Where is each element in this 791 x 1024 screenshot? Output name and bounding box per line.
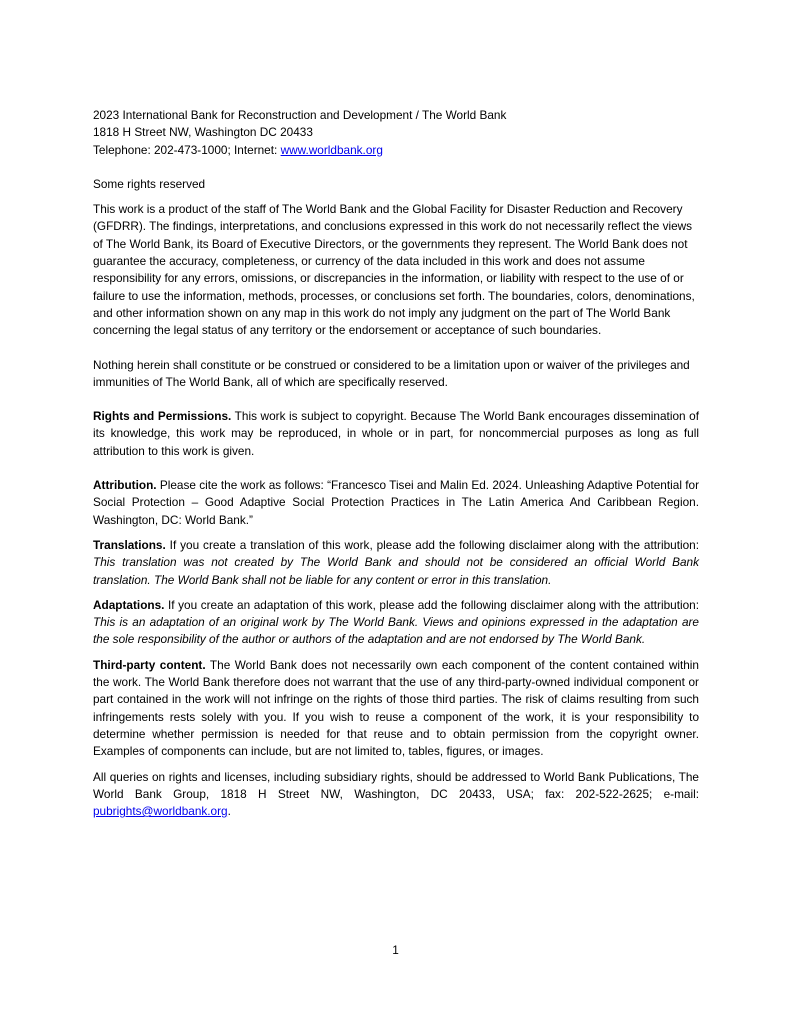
header-line-3 [93,142,699,159]
rights-reserved: Some rights reserved [93,176,206,191]
translations-heading: Translations. [93,537,166,552]
adaptations-paragraph [93,597,699,649]
queries-text: All queries on rights and licenses, including subsidiary rights, should be addressed to World Bank Publications, The World Bank Group, 1818 H Street NW, Washington, DC 20433, USA; fax: 202-522-2625; e-mail: [93,769,699,801]
translations-text: If you create a translation of this work, please add the following disclaimer along with the attribution: [165,537,699,552]
queries-suffix: . [227,804,231,819]
translations-paragraph [93,537,699,589]
queries-paragraph [93,769,699,821]
third-party-text: The World Bank does not necessarily own each component of the content contained within the work. The World Bank therefore does not warrant that the use of any third-party-owned individual component or part contained in the work will not infringe on the rights of those third parties. The risk of claims resulting from such infringements rests solely with you. If you wish to reuse a component of the work, it is your responsibility to determine whether permission is needed for that reuse and to obtain permission from the copyright owner. Examples of components can include, but are not limited to, tables, figures, or images. [93,657,699,759]
attribution-text: Please cite the work as follows: “Francesco Tisei and Malin Ed. 2024. Unleashing Adaptive Potential for Social Protection – Good Adaptive Social Protection Practices in The Latin America And Caribbean Region. Washington, DC: World Bank.” [93,478,699,527]
header-line-2: 1818 H Street NW, Washington DC 20433 [93,125,313,140]
attribution-heading: Attribution. [93,478,157,493]
contact-text: Telephone: 202-473-1000; Internet: [93,142,281,157]
adaptations-disclaimer: This is an adaptation of an original work by The World Bank. Views and opinions expressed in the adaptation are the sole responsibility of the author or authors of the adaptation and are not endorsed by The World Bank. [93,615,699,647]
rights-permissions-paragraph [93,408,699,460]
rights-heading: Rights and Permissions. [93,409,232,424]
third-party-paragraph [93,657,699,761]
worldbank-link[interactable]: www.worldbank.org [280,142,383,157]
disclaimer-paragraph: This work is a product of the staff of The World Bank and the Global Facility for Disaster Reduction and Recovery (GFDRR). The findings, interpretations, and conclusions expressed in this work do not necessarily reflect the views of The World Bank, its Board of Executive Directors, or the governments they represent. The World Bank does not guarantee the accuracy, completeness, or currency of the data included in this work and does not assume responsibility for any errors, omissions, or discrepancies in the information, or liability with respect to the use of or failure to use the information, methods, processes, or conclusions set forth. The boundaries, colors, denominations, and other information shown on any map in this work do not imply any judgment on the part of The World Bank concerning the legal status of any territory or the endorsement or acceptance of such boundaries. [93,202,695,338]
adaptations-text: If you create an adaptation of this work, please add the following disclaimer along with the attribution: [164,597,699,612]
document-page [93,107,699,820]
pubrights-email-link[interactable]: pubrights@worldbank.org [93,804,228,819]
immunities-paragraph: Nothing herein shall constitute or be construed or considered to be a limitation upon or waiver of the privileges and immunities of The World Bank, all of which are specifically reserved. [93,357,690,389]
attribution-paragraph [93,477,699,529]
adaptations-heading: Adaptations. [93,597,165,612]
third-party-heading: Third-party content. [93,657,206,672]
page-number: 1 [392,943,399,957]
rights-text: This work is subject to copyright. Because The World Bank encourages dissemination of its knowledge, this work may be reproduced, in whole or in part, for noncommercial purposes as long as full attribution to this work is given. [93,409,699,458]
translations-disclaimer: This translation was not created by The World Bank and should not be considered an official World Bank translation. The World Bank shall not be liable for any content or error in this translation. [93,555,699,587]
header-line-1: 2023 International Bank for Reconstruction and Development / The World Bank [93,108,507,122]
